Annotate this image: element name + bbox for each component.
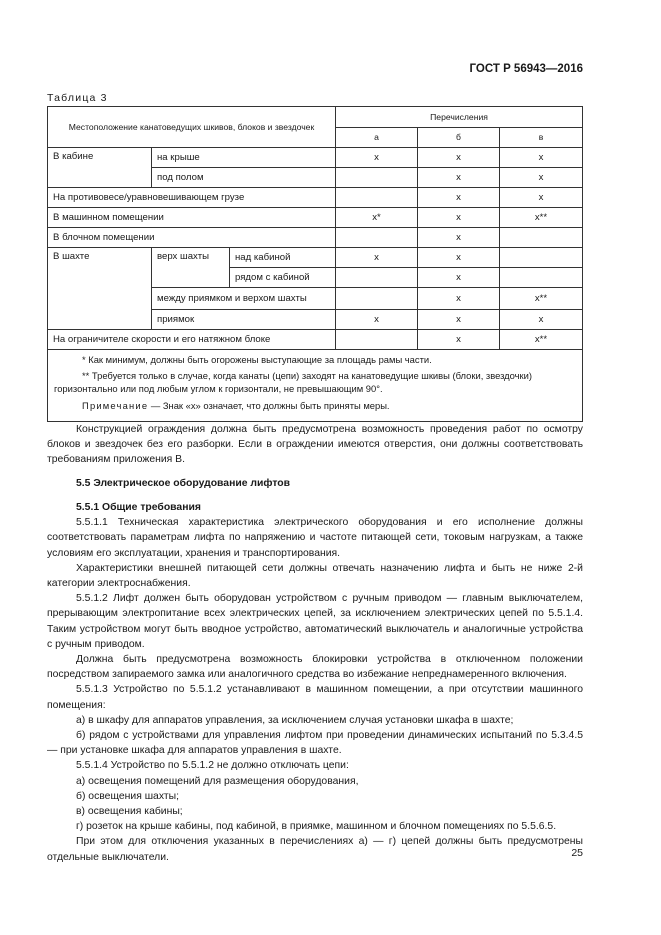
mark-cell: х**	[500, 288, 583, 310]
table-notes	[48, 350, 583, 422]
row-label-shaft-top: верх шахты	[152, 248, 230, 288]
mark-cell: х	[418, 330, 500, 350]
mark-cell: х*	[336, 208, 418, 228]
mark-cell: х**	[500, 330, 583, 350]
header-col-b: б	[418, 127, 500, 148]
mark-cell: х	[418, 168, 500, 188]
table-caption: Таблица 3	[47, 92, 108, 104]
row-label-pit: приямок	[152, 310, 336, 330]
table-header-row	[48, 107, 583, 128]
row-label-between-pit-top: между приямком и верхом шахты	[152, 288, 336, 310]
mark-cell: х	[418, 268, 500, 288]
row-label-shaft: В шахте	[48, 248, 152, 330]
heading-5-5: 5.5 Электрическое оборудование лифтов	[76, 478, 291, 489]
mark-cell: х	[418, 310, 500, 330]
paragraph-5-5-1-2: 5.5.1.2 Лифт должен быть оборудован устройством с ручным приводом — главным выключателем, прерывающим электропитание всех электрических цепей, за исключением электрических цепей по 5.5.1.4. Таким устройством могут быть вводное устройство, автоматический выключатель и аналогичные устройства с ручным приводом.	[47, 593, 583, 650]
paragraph-lock: Должна быть предусмотрена возможность блокировки устройства в отключенном положении посредством запираемого замка или аналогичного средства во избежание непреднамеренного включения.	[47, 654, 583, 681]
list-item-5-5-1-4-v: в) освещения кабины;	[76, 806, 183, 818]
section-5-5-1	[47, 500, 583, 865]
empty-cell	[336, 330, 418, 350]
empty-cell	[500, 228, 583, 248]
mark-cell: х	[500, 188, 583, 208]
row-label-governor: На ограничителе скорости и его натяжном блоке	[48, 330, 336, 350]
row-label-beside-cabin: рядом с кабиной	[230, 268, 336, 288]
empty-cell	[336, 228, 418, 248]
paragraph-5-5-1-3: 5.5.1.3 Устройство по 5.5.1.2 устанавливают в машинном помещении, а при отсутствии машинного помещения:	[47, 684, 583, 711]
row-label-machine-room: В машинном помещении	[48, 208, 336, 228]
mark-cell: х	[500, 148, 583, 168]
heading-5-5-1: 5.5.1 Общие требования	[76, 502, 201, 513]
row-label-cabin-floor: под полом	[152, 168, 336, 188]
empty-cell	[336, 268, 418, 288]
table-note	[54, 399, 576, 413]
empty-cell	[336, 288, 418, 310]
paragraph-5-5-1-1: 5.5.1.1 Техническая характеристика электрического оборудования и его исполнение должны соответствовать параметрам лифта по напряжению и частоте питающей сети, токовым нагрузкам, а также условиям его эксплуатации, хранения и транспортирования.	[47, 517, 583, 559]
empty-cell	[336, 168, 418, 188]
list-item-5-5-1-4-b: б) освещения шахты;	[76, 790, 180, 802]
empty-cell	[500, 248, 583, 268]
list-item-5-5-1-3-b: б) рядом с устройствами для управления лифтом при проведении динамических испытаний по 5.3.4.5 — при установке шкафа для аппаратов управления в шахте.	[47, 730, 583, 757]
note-label: Примечание	[82, 399, 149, 411]
header-col-a: а	[336, 127, 418, 148]
table-row	[48, 188, 583, 208]
mark-cell: х	[336, 310, 418, 330]
mark-cell: х	[336, 148, 418, 168]
section-5-5	[47, 476, 583, 491]
header-enum: Перечисления	[336, 107, 583, 128]
mark-cell: х	[418, 288, 500, 310]
row-label-counterweight: На противовесе/уравновешивающем грузе	[48, 188, 336, 208]
paragraph-guard: Конструкцией ограждения должна быть предусмотрена возможность проведения работ по осмотру блоков и звездочек без его разборки. Если в ограждении имеются отверстия, они должны соответствовать требованиям приложения В.	[47, 424, 583, 466]
table-row	[48, 228, 583, 248]
mark-cell: х	[500, 168, 583, 188]
guard-paragraph-block	[47, 422, 583, 468]
row-label-block-room: В блочном помещении	[48, 228, 336, 248]
mark-cell: х	[418, 188, 500, 208]
empty-cell	[500, 268, 583, 288]
table-row	[48, 208, 583, 228]
table-row	[48, 248, 583, 268]
mark-cell: х	[418, 248, 500, 268]
header-col-v: в	[500, 127, 583, 148]
paragraph-5-5-1-4: 5.5.1.4 Устройство по 5.5.1.2 не должно отключать цепи:	[76, 760, 349, 772]
footnote-2: ** Требуется только в случае, когда канаты (цепи) заходят на канатоведущие шкивы (блоки, звездочки) горизонтально или под любым углом к горизонтали, не превышающим 90°.	[54, 369, 532, 395]
mark-cell: х	[418, 228, 500, 248]
table-notes-row	[48, 350, 583, 422]
paragraph-final: При этом для отключения указанных в перечислениях а) — г) цепей должны быть предусмотрены отдельные выключатели.	[47, 836, 583, 863]
empty-cell	[336, 188, 418, 208]
header-location: Местоположение канатоведущих шкивов, блоков и звездочек	[48, 107, 336, 148]
paragraph-power-supply: Характеристики внешней питающей сети должны отвечать назначению лифта и быть не ниже 2-й категории электроснабжения.	[47, 562, 583, 590]
list-item-5-5-1-4-a: а) освещения помещений для размещения оборудования,	[76, 775, 359, 787]
footnote-1: * Как минимум, должны быть огорожены выступающие за площадь рамы части.	[82, 354, 432, 365]
mark-cell: х	[500, 310, 583, 330]
table-row	[48, 148, 583, 168]
mark-cell: х**	[500, 208, 583, 228]
mark-cell: х	[418, 208, 500, 228]
note-text: — Знак «х» означает, что должны быть приняты меры.	[148, 399, 390, 411]
table-3	[47, 106, 583, 422]
list-item-5-5-1-3-a: а) в шкафу для аппаратов управления, за исключением случая установки шкафа в шахте;	[76, 714, 514, 726]
table-row	[48, 330, 583, 350]
row-label-cabin: В кабине	[48, 148, 152, 188]
page-number: 25	[571, 847, 583, 859]
document-id: ГОСТ Р 56943—2016	[469, 63, 583, 75]
row-label-above-cabin: над кабиной	[230, 248, 336, 268]
mark-cell: х	[418, 148, 500, 168]
mark-cell: х	[336, 248, 418, 268]
row-label-cabin-roof: на крыше	[152, 148, 336, 168]
list-item-5-5-1-4-g: г) розеток на крыше кабины, под кабиной, в приямке, машинном и блочном помещениях по 5.5.6.5.	[76, 821, 557, 833]
